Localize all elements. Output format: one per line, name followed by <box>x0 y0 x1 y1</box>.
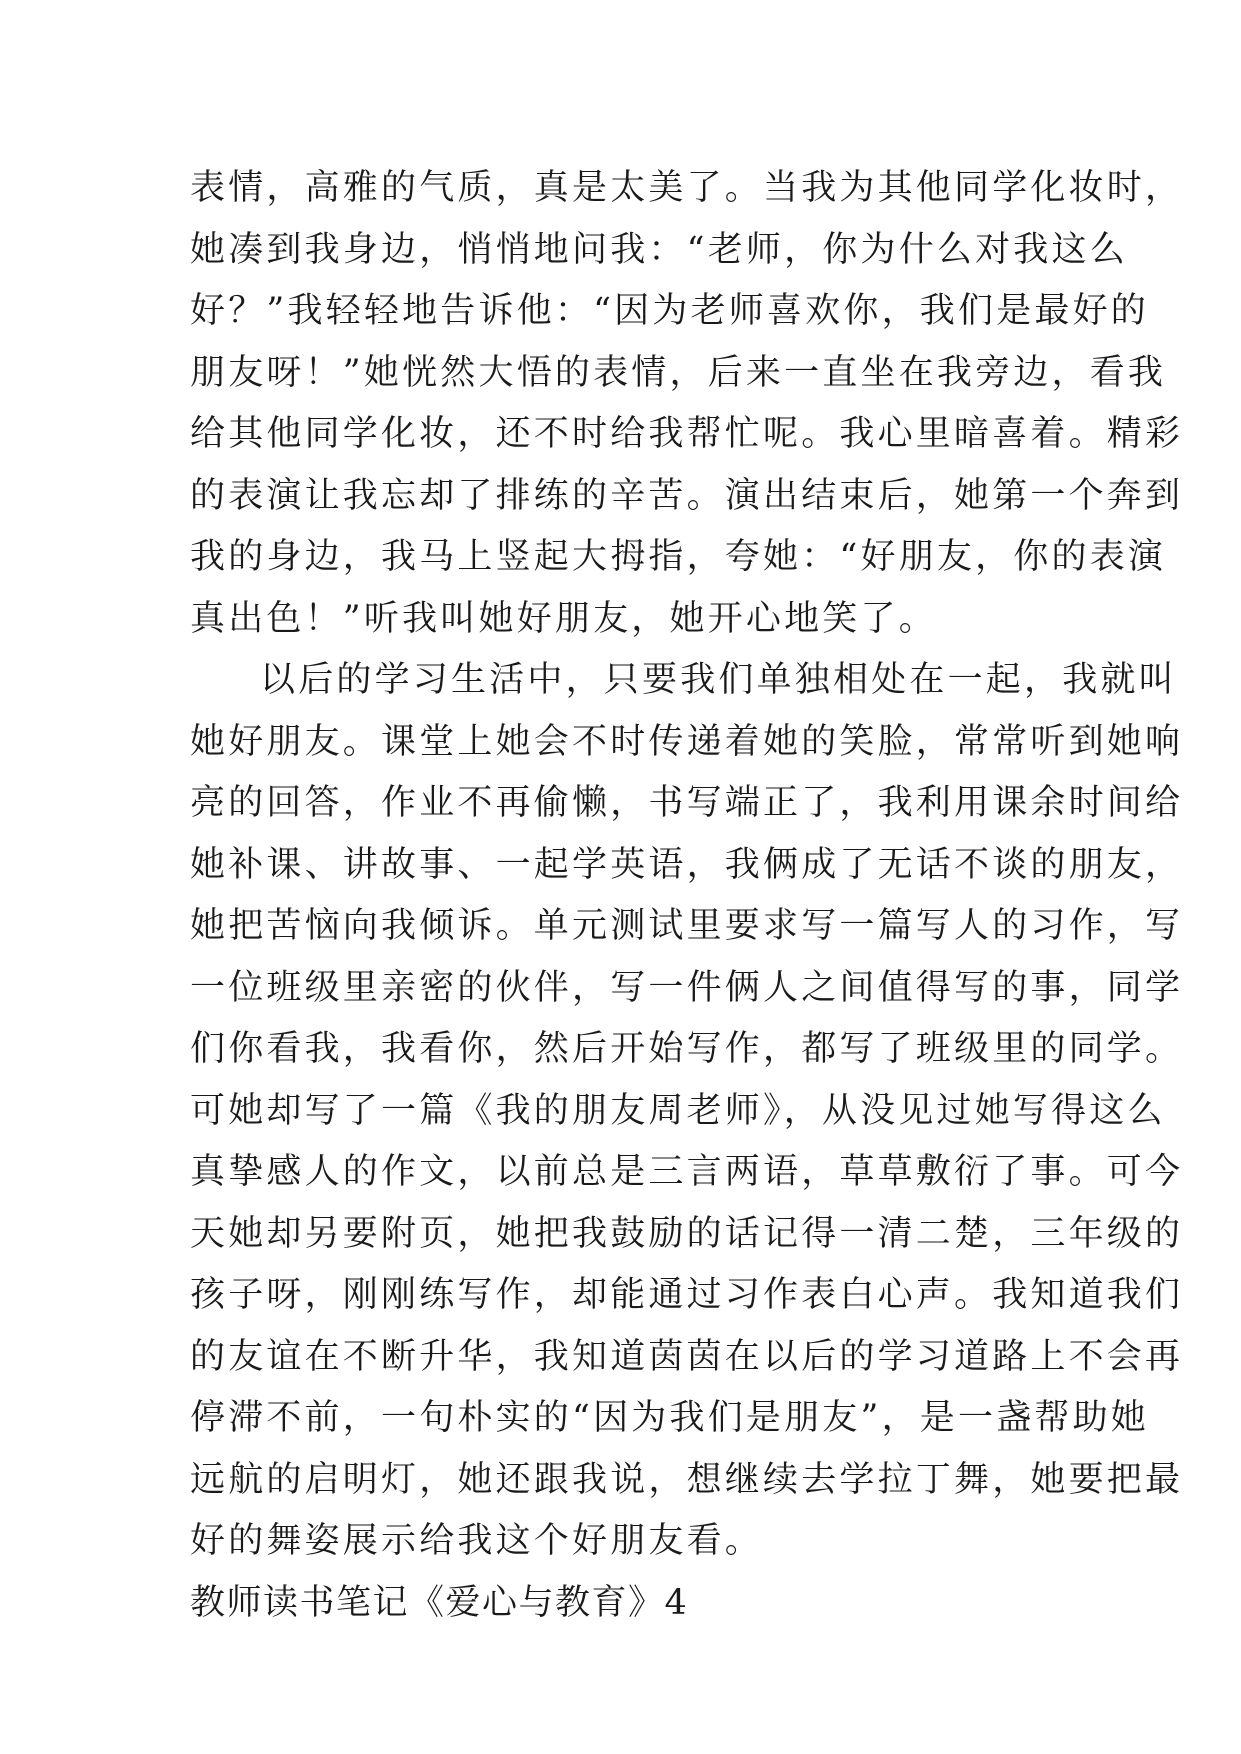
text-line: 真挚感人的作文，以前总是三言两语，草草敷衍了事。可今 <box>190 1152 1184 1192</box>
text-line: 她补课、讲故事、一起学英语，我俩成了无话不谈的朋友， <box>190 844 1184 885</box>
text-line: 们你看我，我看你，然后开始写作，都写了班级里的同学。 <box>190 1029 1184 1069</box>
paragraph-2 <box>190 650 1184 1573</box>
text-line: 好？”我轻轻地告诉他：“因为老师喜欢你，我们是最好的 <box>190 291 1149 331</box>
text-line: 天她却另要附页，她把我鼓励的话记得一清二楚，三年级的 <box>190 1213 1184 1254</box>
paragraph-continued <box>190 158 1184 650</box>
text-line: 朋友呀！”她恍然大悟的表情，后来一直坐在我旁边，看我 <box>190 352 1167 393</box>
text-line: 孩子呀，刚刚练写作，却能通过习作表白心声。我知道我们 <box>190 1275 1184 1315</box>
text-line: 她好朋友。课堂上她会不时传递着她的笑脸，常常听到她响 <box>190 721 1184 762</box>
document-body <box>190 158 1184 1634</box>
text-line: 的友谊在不断升华，我知道茵茵在以后的学习道路上不会再 <box>190 1336 1184 1377</box>
text-line: 我的身边，我马上竖起大拇指，夸她：“好朋友，你的表演 <box>190 537 1167 577</box>
text-line: 她把苦恼向我倾诉。单元测试里要求写一篇写人的习作，写 <box>190 906 1184 946</box>
text-line: 停滞不前，一句朴实的“因为我们是朋友”，是一盏帮助她 <box>190 1398 1149 1438</box>
text-line: 可她却写了一篇《我的朋友周老师》，从没见过她写得这么 <box>190 1090 1166 1131</box>
text-line: 她凑到我身边，悄悄地问我：“老师，你为什么对我这么 <box>190 229 1128 270</box>
text-line: 亮的回答，作业不再偷懒，书写端正了，我利用课余时间给 <box>190 783 1184 823</box>
text-line: 表情，高雅的气质，真是太美了。当我为其他同学化妆时， <box>190 168 1184 208</box>
text-line: 以后的学习生活中，只要我们单独相处在一起，我就叫 <box>260 660 1177 700</box>
text-line: 给其他同学化妆，还不时给我帮忙呢。我心里暗喜着。精彩 <box>190 414 1184 454</box>
text-line: 远航的启明灯，她还跟我说，想继续去学拉丁舞，她要把最 <box>190 1459 1184 1500</box>
text-line: 真出色！”听我叫她好朋友，她开心地笑了。 <box>190 598 937 639</box>
text-line: 一位班级里亲密的伙伴，写一件俩人之间值得写的事，同学 <box>190 967 1184 1008</box>
text-line: 的表演让我忘却了排练的辛苦。演出结束后，她第一个奔到 <box>190 475 1184 516</box>
section-heading: 教师读书笔记《爱心与教育》4 <box>190 1582 689 1623</box>
text-line: 好的舞姿展示给我这个好朋友看。 <box>190 1521 764 1561</box>
